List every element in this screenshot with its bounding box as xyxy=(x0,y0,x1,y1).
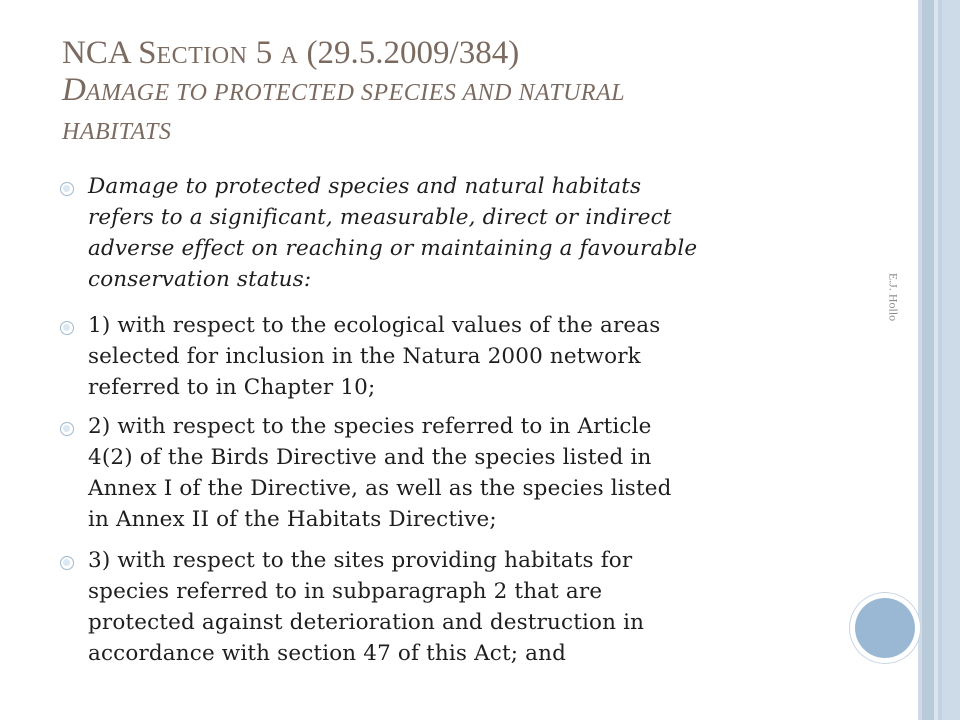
list-item-line: adverse effect on reaching or maintaining a favourable xyxy=(88,236,698,261)
bullet-circle-icon xyxy=(60,182,74,196)
list-item-line: refers to a significant, measurable, direct or indirect xyxy=(88,205,672,230)
list-item-line: Damage to protected species and natural habitats xyxy=(88,174,642,199)
list-item xyxy=(88,545,838,669)
list-item xyxy=(88,310,838,403)
title-text: ECTION xyxy=(156,43,248,69)
title-text: D xyxy=(62,72,86,108)
list-item-line: in Annex II of the Habitats Directive; xyxy=(88,507,497,532)
list-item-line: 4(2) of the Birds Directive and the species listed in xyxy=(88,445,652,470)
title-text: AMAGE TO PROTECTED SPECIES AND NATURAL xyxy=(85,80,626,106)
list-item-line: accordance with section 47 of this Act; and xyxy=(88,641,567,666)
list-item-line: species referred to in subparagraph 2 that are xyxy=(88,579,603,604)
list-item-line: conservation status: xyxy=(88,267,312,292)
title-text: (29.5.2009/384) xyxy=(298,35,520,71)
side-author-label: E.J. Hollo xyxy=(886,272,901,322)
list-item-line: Annex I of the Directive, as well as the species listed xyxy=(88,476,672,501)
bullet-circle-icon xyxy=(60,321,74,335)
bullet-circle-icon xyxy=(60,422,74,436)
list-item-line: 3) with respect to the sites providing habitats for xyxy=(88,548,633,573)
title-text: 5 xyxy=(247,35,281,71)
list-item-line: selected for inclusion in the Natura 2000 network xyxy=(88,344,641,369)
title-text: S xyxy=(138,35,157,71)
list-item xyxy=(88,411,838,535)
title-text: HABITATS xyxy=(62,119,172,145)
list-item-line: referred to in Chapter 10; xyxy=(88,375,376,400)
list-item xyxy=(88,171,838,295)
title-text: A xyxy=(280,43,299,69)
list-item-line: 2) with respect to the species referred to in Article xyxy=(88,414,652,439)
list-item-line: 1) with respect to the ecological values of the areas xyxy=(88,313,661,338)
bullet-circle-icon xyxy=(60,556,74,570)
list-item-line: protected against deterioration and destruction in xyxy=(88,610,645,635)
title-text: NCA xyxy=(62,35,139,71)
